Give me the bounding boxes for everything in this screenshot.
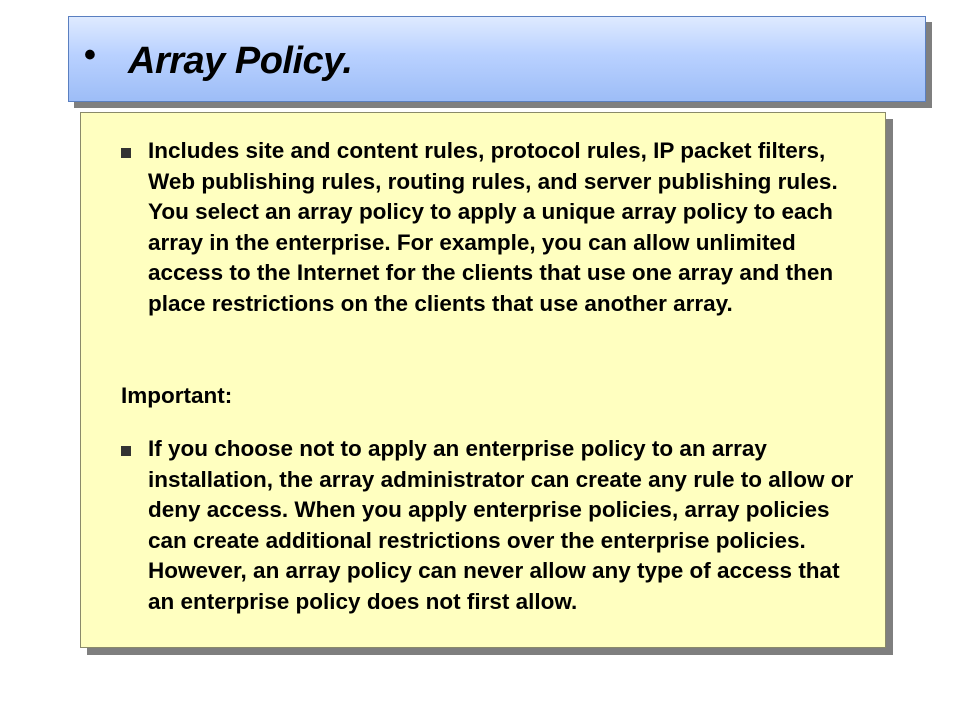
square-bullet-icon: [121, 148, 131, 158]
important-label: Important:: [121, 383, 233, 408]
title-bullet: •: [84, 36, 96, 74]
square-bullet-icon: [121, 446, 131, 456]
paragraph-important-note: If you choose not to apply an enterprise policy to an array installation, the array administrator can create any rule to allow or deny access. When you apply enterprise policies, array policies can create additional restrictions over the enterprise policies. However, an array policy can never allow any type of access that an enterprise policy does not first allow.: [148, 436, 854, 614]
paragraph-array-policy: Includes site and content rules, protocol rules, IP packet filters, Web publishing rules, routing rules, and server publishing rules. You select an array policy to apply a unique array policy to each array in the enterprise. For example, you can allow unlimited access to the Internet for the clients that use one array and then place restrictions on the clients that use another array.: [148, 138, 838, 316]
slide-title: Array Policy.: [128, 40, 353, 82]
